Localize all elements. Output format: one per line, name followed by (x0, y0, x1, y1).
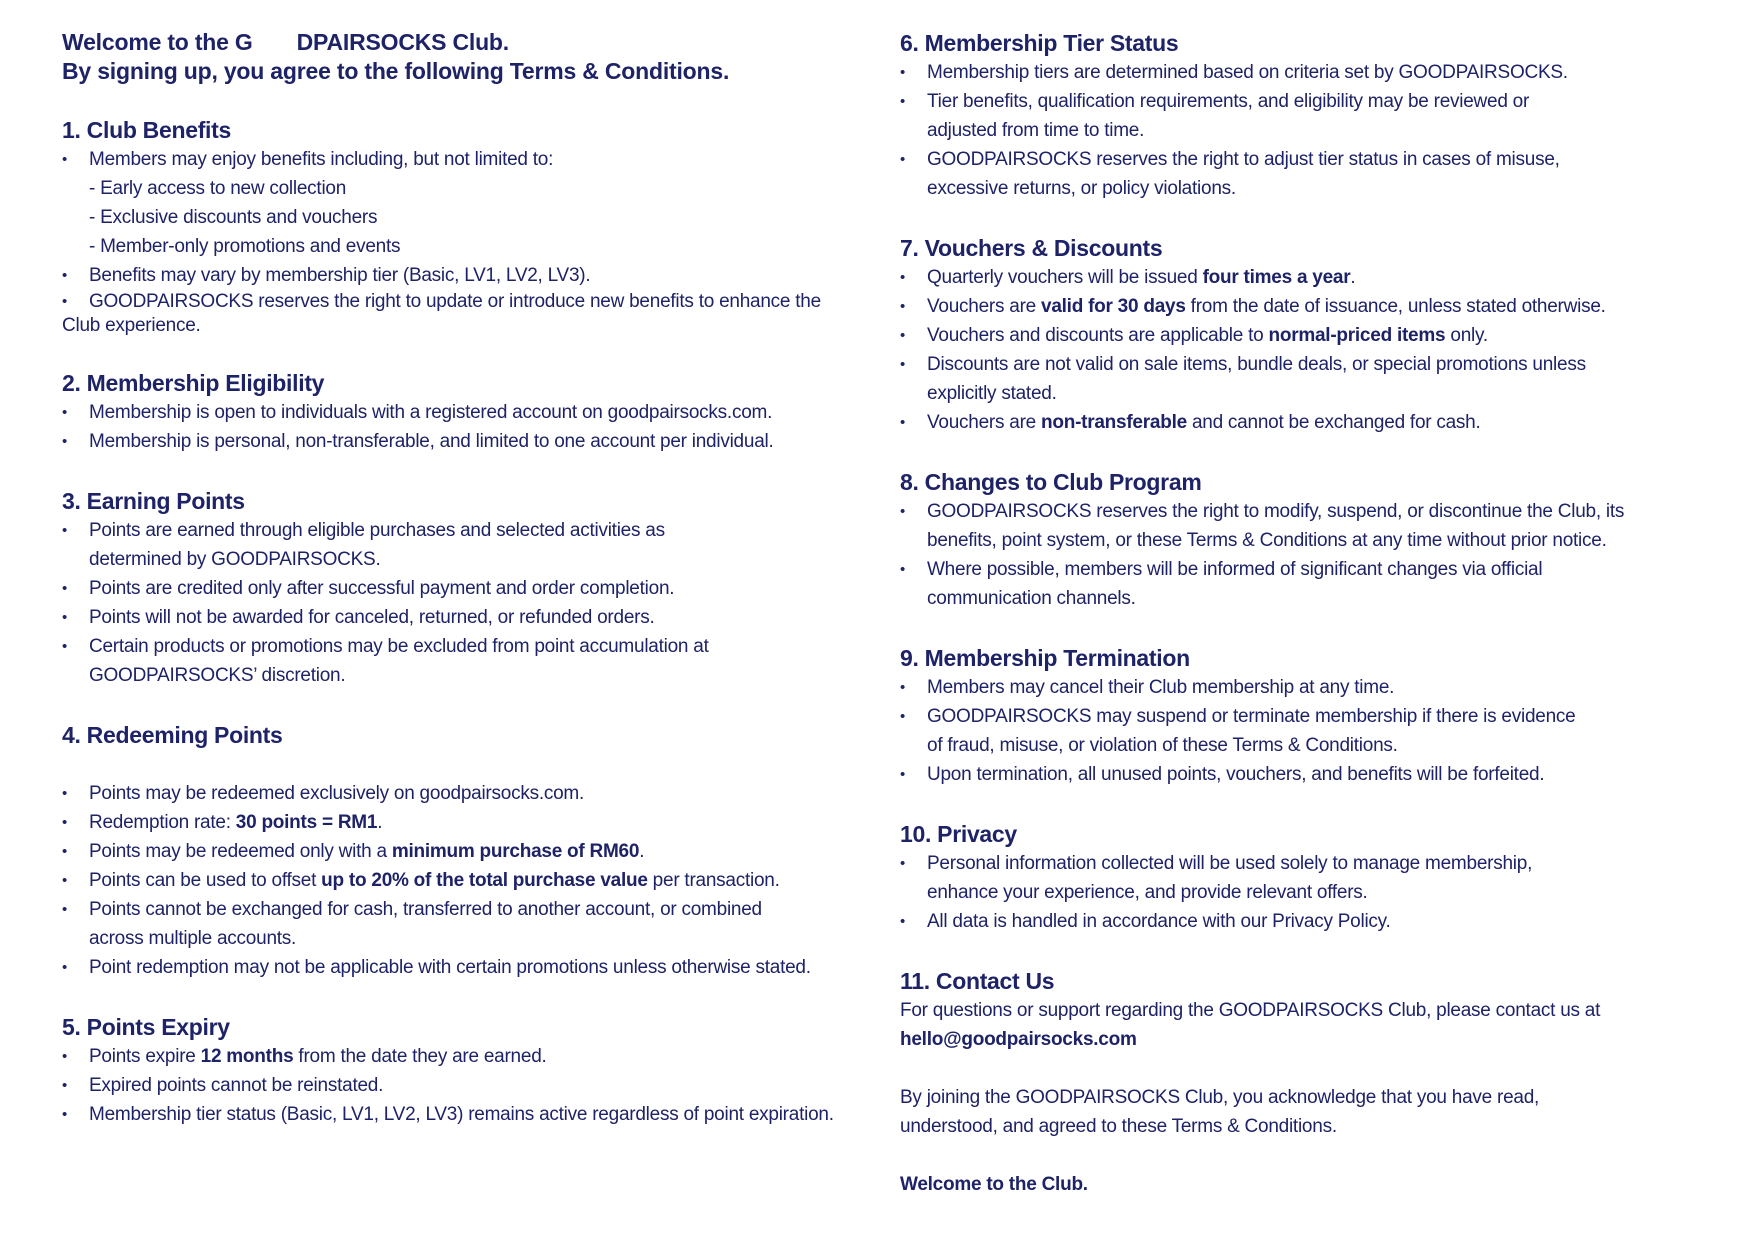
list-item: • Where possible, members will be informed of significant changes via official communication channels. (900, 555, 1680, 613)
redemption-rate: 30 points = RM1 (235, 812, 378, 833)
list-item: • Tier benefits, qualification requirements, and eligibility may be reviewed or adjusted from time to time. (900, 87, 1680, 145)
section-title: 6. Membership Tier Status (900, 30, 1179, 56)
right-column (900, 28, 1680, 1199)
list-item: • Members may enjoy benefits including, but not limited to: (62, 145, 862, 174)
section-program-changes (900, 467, 1680, 613)
bullet-list (900, 497, 1680, 613)
item-text: per transaction. (647, 870, 780, 891)
section-earning-points (62, 486, 862, 690)
list-item: • Personal information collected will be used solely to manage membership, enhance your experience, and provide relevant offers. (900, 849, 1680, 907)
section-redeeming-points (62, 720, 862, 982)
list-item: • GOODPAIRSOCKS reserves the right to adjust tier status in cases of misuse, excessive returns, or policy violations. (900, 145, 1680, 203)
intro-heading (62, 28, 862, 86)
closing-statement: By joining the GOODPAIRSOCKS Club, you acknowledge that you have read, understood, and agreed to these Terms & Conditions. (900, 1087, 1540, 1137)
section-title: 2. Membership Eligibility (62, 370, 325, 396)
list-item (62, 1042, 862, 1071)
section-points-expiry (62, 1012, 862, 1129)
list-item (900, 321, 1680, 350)
list-item: • Points are earned through eligible purchases and selected activities as determined by GOODPAIRSOCKS. (62, 516, 782, 574)
intro-line1-a: Welcome to the G (62, 29, 253, 55)
bullet-list (62, 1042, 862, 1129)
bullet-list (62, 779, 862, 982)
item-text: Points can be used to offset (89, 870, 322, 891)
list-item (900, 263, 1680, 292)
list-item: • All data is handled in accordance with our Privacy Policy. (900, 907, 1680, 936)
item-text: Redemption rate: (89, 812, 236, 833)
contact-text: For questions or support regarding the GOODPAIRSOCKS Club, please contact us at (900, 1000, 1601, 1021)
bullet-list (900, 263, 1680, 437)
section-club-benefits (62, 115, 862, 338)
section-vouchers-discounts (900, 233, 1680, 437)
bullet-list (900, 58, 1680, 203)
section-membership-eligibility (62, 368, 862, 456)
transferability: non-transferable (1041, 412, 1187, 433)
sub-item: - Early access to new collection (89, 178, 347, 199)
list-item: • Membership tiers are determined based on criteria set by GOODPAIRSOCKS. (900, 58, 1680, 87)
list-item: • GOODPAIRSOCKS may suspend or terminate membership if there is evidence of fraud, misuse, or violation of these Terms & Conditions. (900, 702, 1680, 760)
item-text: from the date of issuance, unless stated otherwise. (1185, 296, 1606, 317)
intro-line1-b: DPAIRSOCKS Club. (296, 29, 509, 55)
item-text: and cannot be exchanged for cash. (1186, 412, 1481, 433)
list-item: • Benefits may vary by membership tier (Basic, LV1, LV2, LV3). (62, 261, 862, 290)
list-item: • Points may be redeemed exclusively on goodpairsocks.com. (62, 779, 862, 808)
item-text: Vouchers and discounts are applicable to (927, 325, 1269, 346)
section-title: 10. Privacy (900, 821, 1017, 847)
list-item: • Certain products or promotions may be excluded from point accumulation at GOODPAIRSOCKS’ discretion. (62, 632, 782, 690)
section-title: 5. Points Expiry (62, 1014, 230, 1040)
section-contact-us (900, 966, 1680, 1199)
section-title: 9. Membership Termination (900, 645, 1190, 671)
list-item (900, 292, 1680, 321)
bullet-list (900, 849, 1680, 936)
list-item (62, 808, 862, 837)
list-item: • Point redemption may not be applicable with certain promotions unless otherwise stated. (62, 953, 862, 982)
minimum-purchase: minimum purchase of RM60 (391, 841, 640, 862)
list-item: • Points are credited only after successful payment and order completion. (62, 574, 782, 603)
list-item (62, 837, 862, 866)
section-privacy (900, 819, 1680, 936)
section-title: 7. Vouchers & Discounts (900, 235, 1163, 261)
applicable-items: normal-priced items (1268, 325, 1446, 346)
item-text: Vouchers are (927, 296, 1041, 317)
item-text: . (639, 841, 645, 862)
list-item: • Points cannot be exchanged for cash, transferred to another account, or combined across multiple accounts. (62, 895, 862, 953)
sub-item: - Member-only promotions and events (89, 236, 401, 257)
item-text: . (377, 812, 383, 833)
item-text: Vouchers are (927, 412, 1041, 433)
list-item: • Points will not be awarded for canceled, returned, or refunded orders. (62, 603, 782, 632)
sub-item: - Exclusive discounts and vouchers (89, 207, 378, 228)
item-text: Points may be redeemed only with a (89, 841, 392, 862)
offset-limit: up to 20% of the total purchase value (321, 870, 648, 891)
voucher-validity: valid for 30 days (1041, 296, 1186, 317)
list-item: • Membership is personal, non-transferable, and limited to one account per individual. (62, 427, 862, 456)
list-item: • Membership tier status (Basic, LV1, LV2, LV3) remains active regardless of point expiration. (62, 1100, 862, 1129)
list-item: • Members may cancel their Club membership at any time. (900, 673, 1680, 702)
section-membership-termination (900, 643, 1680, 789)
item-text: Quarterly vouchers will be issued (927, 267, 1203, 288)
list-item: • Expired points cannot be reinstated. (62, 1071, 862, 1100)
expiry-period: 12 months (200, 1046, 294, 1067)
contact-email-link[interactable]: hello@goodpairsocks.com (900, 1029, 1137, 1050)
list-item (62, 866, 862, 895)
voucher-frequency: four times a year (1202, 267, 1351, 288)
bullet-list (62, 145, 862, 338)
list-item: • Membership is open to individuals with a registered account on goodpairsocks.com. (62, 398, 862, 427)
section-title: 4. Redeeming Points (62, 722, 283, 748)
list-item: • GOODPAIRSOCKS reserves the right to modify, suspend, or discontinue the Club, its benefits, point system, or these Terms & Conditions at any time without prior notice. (900, 497, 1680, 555)
left-column (62, 28, 862, 1129)
section-title: 1. Club Benefits (62, 117, 232, 143)
item-text: . (1350, 267, 1356, 288)
list-item (900, 408, 1680, 437)
bullet-list (62, 516, 782, 690)
item-text: Points expire (89, 1046, 201, 1067)
list-item: • GOODPAIRSOCKS reserves the right to update or introduce new benefits to enhance the Club experience. (62, 290, 862, 338)
list-item: • Upon termination, all unused points, vouchers, and benefits will be forfeited. (900, 760, 1680, 789)
list-item: • Discounts are not valid on sale items, bundle deals, or special promotions unless explicitly stated. (900, 350, 1680, 408)
section-title: 3. Earning Points (62, 488, 245, 514)
bullet-list (62, 398, 862, 456)
item-text: only. (1445, 325, 1488, 346)
intro-line2: By signing up, you agree to the following Terms & Conditions. (62, 58, 730, 84)
item-text: from the date they are earned. (293, 1046, 547, 1067)
section-tier-status (900, 28, 1680, 203)
section-title: 8. Changes to Club Program (900, 469, 1202, 495)
section-title: 11. Contact Us (900, 968, 1055, 994)
bullet-list (900, 673, 1680, 789)
welcome-line: Welcome to the Club. (900, 1174, 1088, 1195)
